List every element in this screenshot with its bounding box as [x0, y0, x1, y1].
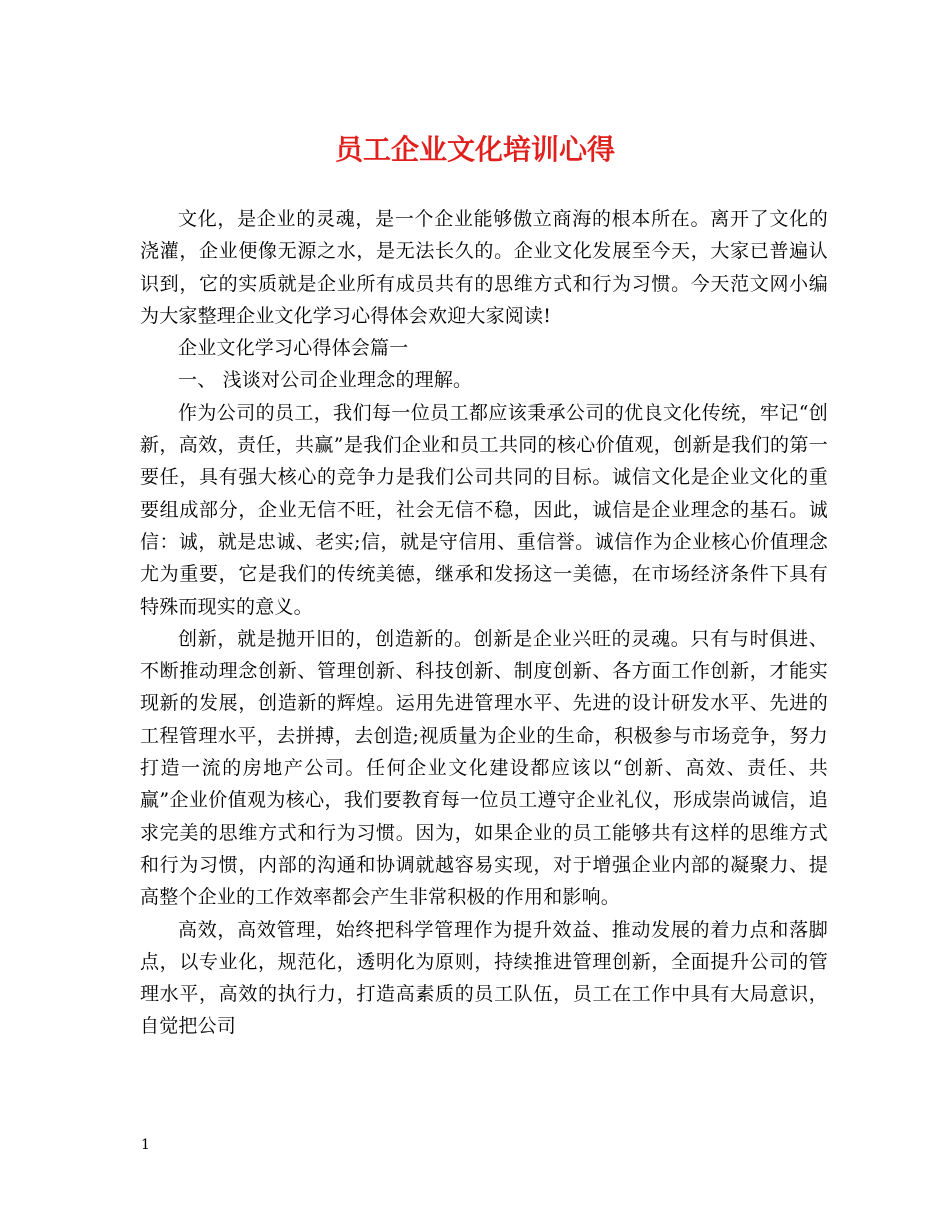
paragraph-intro: 文化，是企业的灵魂，是一个企业能够傲立商海的根本所在。离开了文化的浇灌，企业便像无源之水，是无法长久的。企业文化发展至今天，大家已普遍认识到，它的实质就是企业所有成员共有的思维方式和行为习惯。今天范文网小编为大家整理企业文化学习心得体会欢迎大家阅读!	[140, 208, 828, 327]
paragraph-subheading: 一、 浅谈对公司企业理念的理解。	[178, 369, 473, 392]
paragraph-section-heading: 企业文化学习心得体会篇一	[178, 337, 409, 360]
document-body	[140, 203, 828, 1043]
paragraph-efficiency: 高效，高效管理，始终把科学管理作为提升效益、推动发展的着力点和落脚点，以专业化，规范化，透明化为原则，持续推进管理创新，全面提升公司的管理水平，高效的执行力，打造高素质的员工队伍，员工在工作中具有大局意识，自觉把公司	[140, 918, 828, 1038]
document-title: 员工企业文化培训心得	[334, 133, 615, 166]
paragraph-integrity: 作为公司的员工，我们每一位员工都应该秉承公司的优良文化传统，牢记“创新，高效，责任，共赢”是我们企业和员工共同的核心价值观，创新是我们的第一要任，具有强大核心的竞争力是我们公司共同的目标。诚信文化是企业文化的重要组成部分，企业无信不旺，社会无信不稳，因此，诚信是企业理念的基石。诚信：诚，就是忠诚、老实;信，就是守信用、重信誉。诚信作为企业核心价值理念尤为重要，它是我们的传统美德，继承和发扬这一美德，在市场经济条件下具有特殊而现实的意义。	[140, 401, 828, 618]
paragraph-innovation: 创新，就是抛开旧的，创造新的。创新是企业兴旺的灵魂。只有与时俱进、不断推动理念创新、管理创新、科技创新、制度创新、各方面工作创新，才能实现新的发展，创造新的辉煌。运用先进管理水平、先进的设计研发水平、先进的工程管理水平，去拼搏，去创造;视质量为企业的生命，积极参与市场竞争，努力打造一流的房地产公司。任何企业文化建设都应该以“创新、高效、责任、共赢”企业价值观为核心，我们要教育每一位员工遵守企业礼仪，形成崇尚诚信，追求完美的思维方式和行为习惯。因为，如果企业的员工能够共有这样的思维方式和行为习惯，内部的沟通和协调就越容易实现，对于增强企业内部的凝聚力、提高整个企业的工作效率都会产生非常积极的作用和影响。	[140, 627, 828, 909]
page-number: 1	[141, 1137, 150, 1153]
